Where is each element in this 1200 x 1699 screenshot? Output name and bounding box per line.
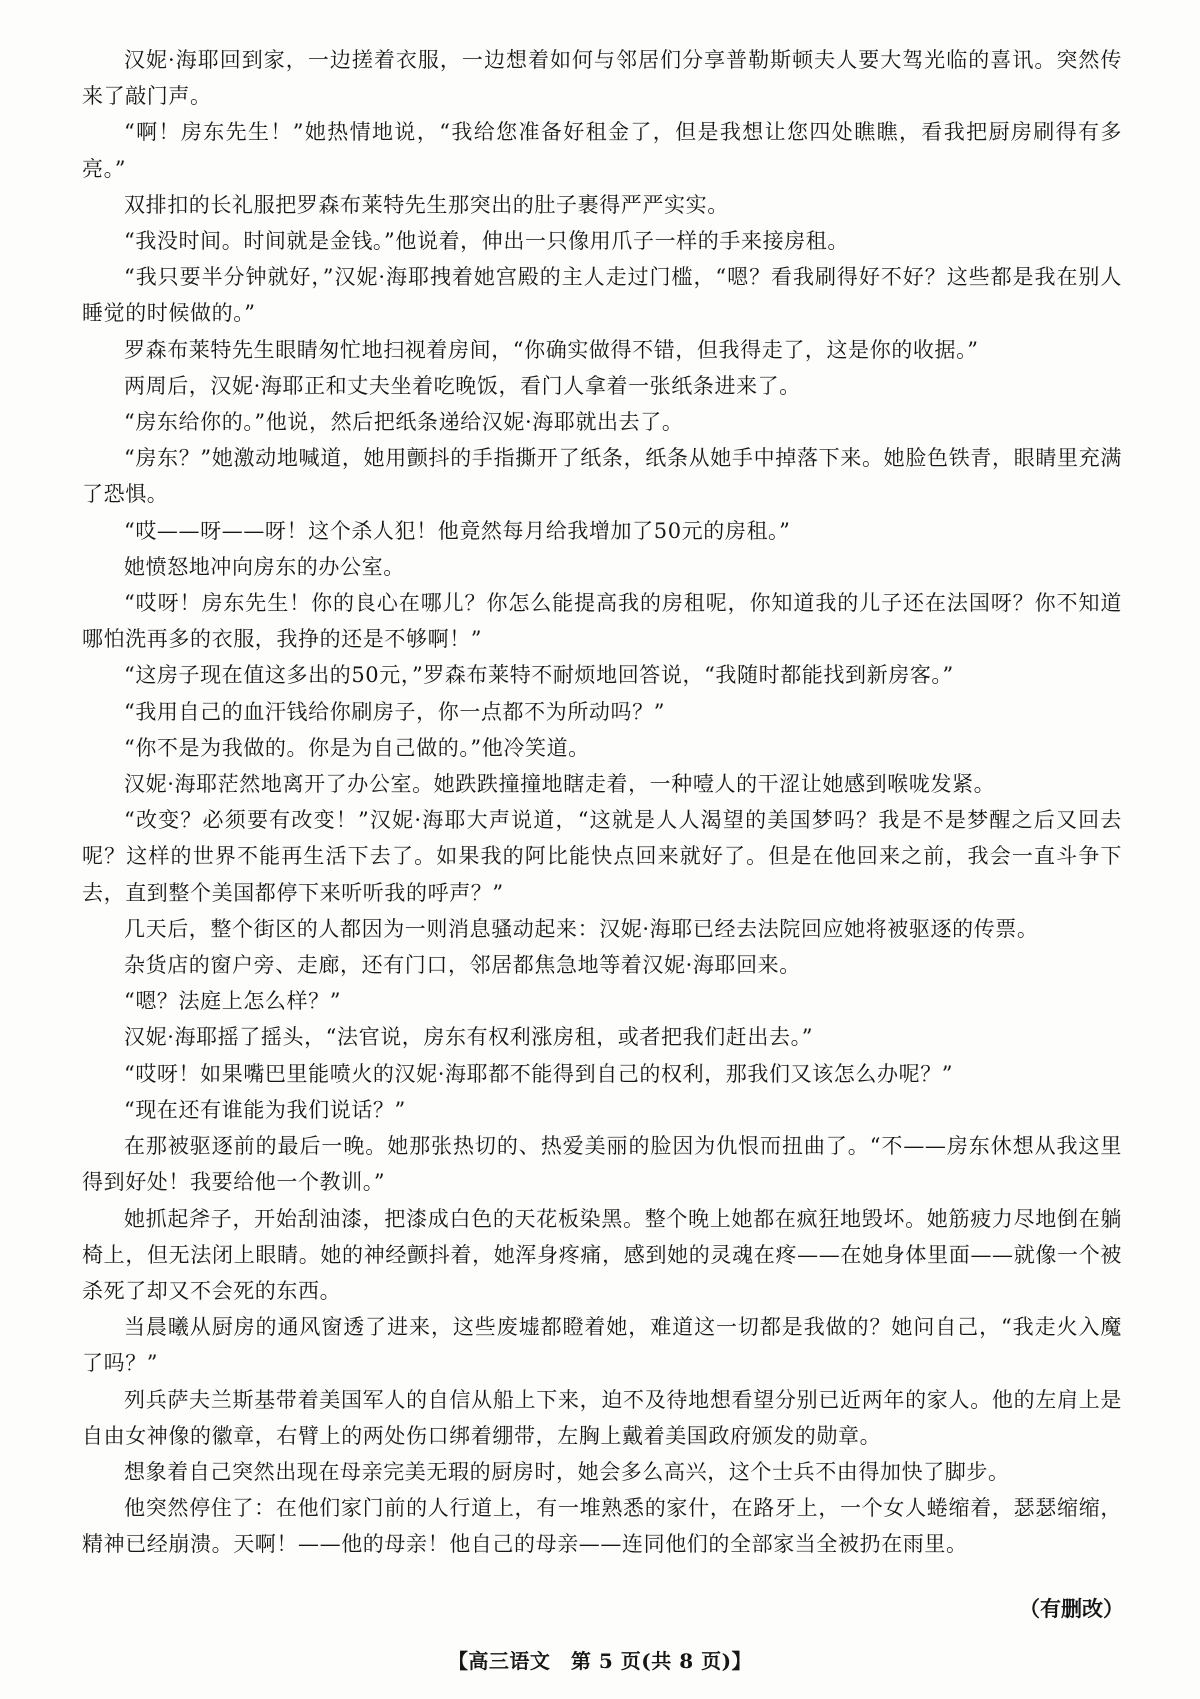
paragraph: “现在还有谁能为我们说话？”	[124, 1097, 406, 1122]
paragraph: “房东给你的。”他说，然后把纸条递给汉妮·海耶就出去了。	[124, 410, 684, 435]
paragraph: 几天后，整个街区的人都因为一则消息骚动起来：汉妮·海耶已经去法院回应她将被驱逐的传票。	[124, 916, 1039, 941]
paragraph: 他突然停住了：在他们家门前的人行道上，有一堆熟悉的家什，在路牙上，一个女人蜷缩着，瑟瑟缩缩，精神已经崩溃。天啊！——他的母亲！他自己的母亲——连同他们的全部家当全被扔在雨里。	[82, 1496, 1122, 1557]
paragraph: “嗯？法庭上怎么样？”	[124, 989, 342, 1014]
paragraph: “我只要半分钟就好，”汉妮·海耶拽着她宫殿的主人走过门槛，“嗯？看我刷得好不好？这些都是我在别人睡觉的时候做的。”	[82, 265, 1122, 326]
paragraph: 汉妮·海耶茫然地离开了办公室。她跌跌撞撞地瞎走着，一种噎人的干涩让她感到喉咙发紧。	[124, 772, 996, 797]
paragraph: 汉妮·海耶摇了摇头，“法官说，房东有权利涨房租，或者把我们赶出去。”	[124, 1025, 814, 1050]
paragraph: “房东？”她激动地喊道，她用颤抖的手指撕开了纸条，纸条从她手中掉落下来。她脸色铁青，眼睛里充满了恐惧。	[82, 446, 1122, 507]
paragraph: “哎——呀——呀！这个杀人犯！他竟然每月给我增加了50元的房租。”	[124, 518, 791, 543]
paragraph: 杂货店的窗户旁、走廊，还有门口，邻居都焦急地等着汉妮·海耶回来。	[124, 953, 801, 978]
story-text	[82, 42, 1122, 1563]
paragraph: “改变？必须要有改变！”汉妮·海耶大声说道，“这就是人人渴望的美国梦吗？我是不是梦醒之后又回去呢？这样的世界不能再生活下去了。如果我的阿比能快点回来就好了。但是在他回来之前，我会一直斗争下去，直到整个美国都停下来听听我的呼声？”	[82, 808, 1122, 905]
paragraph: “啊！房东先生！”她热情地说，“我给您准备好租金了，但是我想让您四处瞧瞧，看我把厨房刷得有多亮。”	[82, 120, 1122, 181]
paragraph: 在那被驱逐前的最后一晚。她那张热切的、热爱美丽的脸因为仇恨而扭曲了。“不——房东休想从我这里得到好处！我要给他一个教训。”	[82, 1134, 1122, 1195]
paragraph: “这房子现在值这多出的50元，”罗森布莱特不耐烦地回答说，“我随时都能找到新房客。”	[124, 663, 954, 688]
paragraph: 两周后，汉妮·海耶正和丈夫坐着吃晚饭，看门人拿着一张纸条进来了。	[124, 373, 801, 398]
paragraph: 汉妮·海耶回到家，一边搓着衣服，一边想着如何与邻居们分享普勒斯顿夫人要大驾光临的喜讯。突然传来了敲门声。	[82, 48, 1122, 109]
paragraph: 她愤怒地冲向房东的办公室。	[124, 554, 405, 579]
paragraph: 双排扣的长礼服把罗森布莱特先生那突出的肚子裹得严严实实。	[124, 192, 729, 217]
paragraph: “哎呀！房东先生！你的良心在哪儿？你怎么能提高我的房租呢，你知道我的儿子还在法国呀？你不知道哪怕洗再多的衣服，我挣的还是不够啊！”	[82, 591, 1122, 652]
paragraph: 罗森布莱特先生眼睛匆忙地扫视着房间，“你确实做得不错，但我得走了，这是你的收据。”	[124, 337, 979, 362]
paragraph: “我没时间。时间就是金钱。”他说着，伸出一只像用爪子一样的手来接房租。	[124, 229, 849, 254]
paragraph: 当晨曦从厨房的通风窗透了进来，这些废墟都瞪着她，难道这一切都是我做的？她问自己，“我走火入魔了吗？”	[82, 1315, 1122, 1376]
revision-note: （有删改）	[1019, 1596, 1124, 1621]
paragraph: 想象着自己突然出现在母亲完美无瑕的厨房时，她会多么高兴，这个士兵不由得加快了脚步。	[124, 1459, 1010, 1484]
paragraph: “哎呀！如果嘴巴里能喷火的汉妮·海耶都不能得到自己的权利，那我们又该怎么办呢？”	[124, 1061, 954, 1086]
paragraph: “我用自己的血汗钱给你刷房子，你一点都不为所动吗？”	[124, 699, 666, 724]
page-footer: 【高三语文 第 5 页(共 8 页)】	[447, 1649, 753, 1673]
paragraph: 列兵萨夫兰斯基带着美国军人的自信从船上下来，迫不及待地想看望分别已近两年的家人。他的左肩上是自由女神像的徽章，右臂上的两处伤口绑着绷带，左胸上戴着美国政府颁发的勋章。	[82, 1387, 1122, 1448]
paragraph: 她抓起斧子，开始刮油漆，把漆成白色的天花板染黑。整个晚上她都在疯狂地毁坏。她筋疲力尽地倒在躺椅上，但无法闭上眼睛。她的神经颤抖着，她浑身疼痛，感到她的灵魂在疼——在她身体里面——就像一个被杀死了却又不会死的东西。	[82, 1206, 1122, 1303]
paragraph: “你不是为我做的。你是为自己做的。”他冷笑道。	[124, 735, 590, 760]
